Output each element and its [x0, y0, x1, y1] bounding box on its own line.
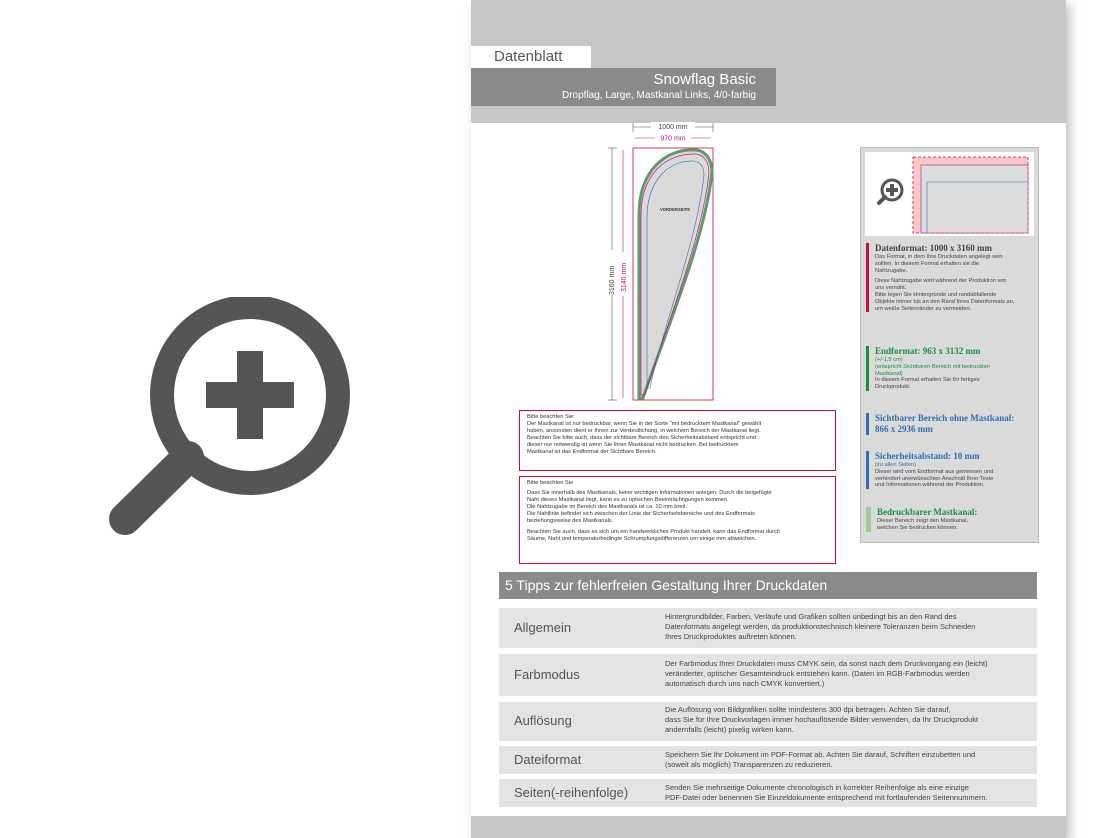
- tip-label: Dateiformat: [514, 752, 582, 767]
- note1-heading: Bitte beachten Sie:: [527, 414, 575, 420]
- width-inner-label: 970 mm: [660, 135, 686, 143]
- tips-heading: 5 Tipps zur fehlerfreien Gestaltung Ihrer Druckdaten: [499, 572, 1037, 599]
- note2-line: beziehungsweise des Mastkanals.: [527, 518, 614, 525]
- legend-line: Objekte immer bis an den Rand Ihres Datenformats an,: [875, 298, 1015, 305]
- legend-line: In diesem Format erhalten Sie Ihr fertiges: [875, 377, 980, 384]
- legend-line: um weiße Seitenränder zu vermeiden.: [875, 305, 972, 312]
- note1-line: Beachten Sie bitte auch, dass der sichtbare Bereich den Sicherheitsabstand entspricht und: [527, 435, 756, 442]
- sichtbar-title: Sichtbarer Bereich ohne Mastkanal:: [875, 413, 1015, 423]
- tip-label: Allgemein: [514, 620, 572, 635]
- sichtbar-size: 866 x 2936 mm: [875, 424, 933, 434]
- tip-row: [499, 746, 1037, 774]
- legend-line: (zu allen Seiten): [875, 462, 917, 468]
- format-thumbnail[interactable]: [865, 152, 1034, 236]
- flag-diagram: [601, 120, 721, 405]
- tip-label: Auflösung: [514, 713, 572, 728]
- legend-line: welchen Sie bedrucken können.: [877, 524, 958, 531]
- product-title-box: [471, 68, 776, 106]
- note2-line: Säume, Naht und temperaturbedingte Schrumpfungsdifferenzen um einige mm abweichen.: [527, 535, 757, 542]
- zoom-in-icon: [879, 180, 902, 203]
- note2-heading: Bitte beachten Sie: [527, 480, 574, 486]
- note1-line: Der Mastkanal ist nur bedruckbar, wenn Sie in der Sorte "mit bedrucktem Mastkanal" gewählt: [527, 421, 762, 428]
- legend-line: Bitte legen Sie Hintergründe und randabfallende: [875, 291, 997, 298]
- tip-text: Hintergrundbilder, Farben, Verläufe und Grafiken sollten unbedingt bis an den Rand des Datenformats angelegt werden, da produktionstechnisch kleinere Toleranzen beim Schneiden Ihres Druckproduktes auftreten können.: [665, 612, 976, 641]
- height-inner-label: 3140 mm: [621, 262, 628, 292]
- legend-sichtbar: [866, 413, 1028, 435]
- legend-sicherheit: [866, 451, 1028, 489]
- legend-line: (entspricht Sichtbaren Bereich mit bedruckten: [875, 363, 991, 370]
- tip-row: [499, 608, 1037, 648]
- tip-text: Die Auflösung von Bildgrafiken sollte mindestens 300 dpi betragen. Achten Sie darauf, dass Sie für Ihre Druckvorlagen immer hochauflösende Bilder verwenden, da Ihr Druckprodukt andernfalls (leicht) pixelig wirken kann.: [665, 705, 979, 734]
- product-title: Snowflag Basic: [653, 71, 756, 88]
- front-side-label: VORDERSEITE: [659, 207, 691, 212]
- legend-line: Das Format, in dem Ihre Druckdaten angelegt sein: [875, 254, 1003, 260]
- zoom-in-icon[interactable]: [103, 297, 358, 552]
- legend-line: und Informationen während der Produktion.: [875, 482, 985, 489]
- format-legend: [860, 147, 1039, 543]
- legend-line: verhindert unerwünschten Anschnitt Ihrer Texte: [875, 475, 994, 482]
- tip-row: [499, 702, 1037, 741]
- tip-label: Farbmodus: [514, 667, 580, 682]
- note1-line: haben, ansonsten dient er Ihnen zur Verdeutlichung, in welchem Bereich der Mastkanal liegt.: [527, 428, 761, 435]
- footer-bar: [471, 816, 1066, 838]
- note1-line: dieser nur notwendig ist wenn Sie Ihren Mastkanal nicht bedrucken. Bei bedrucktem: [527, 442, 739, 449]
- tip-text: Speichern Sie Ihr Dokument im PDF-Format ab. Achten Sie darauf, Schriften einzubetten und (soweit als möglich) Transparenzen zu reduzieren.: [665, 750, 976, 769]
- legend-line: Dieser wird vom Endformat aus gemessen und: [875, 468, 994, 475]
- product-subtitle: Dropflag, Large, Mastkanal Links, 4/0-farbig: [562, 90, 756, 101]
- note-mastkanal: [519, 410, 836, 471]
- legend-bedruckbar: [866, 507, 1028, 532]
- note2-line: Dass Sie innerhalb des Mastkanals, keine wichtigen Informationen anlegen. Durch die beigefügte: [527, 490, 772, 497]
- legend-line: Nahtzugabe.: [875, 267, 908, 274]
- note2-line: Die Nahtlinie befindet sich zwischen der Linie der Sicherheitsbereiche und des Endformats: [527, 511, 755, 518]
- note1-line: Mastkanal ist das Endformat der Sichtbare Bereich.: [527, 449, 657, 456]
- endformat-title: Endformat: 963 x 3132 mm: [875, 346, 981, 356]
- note2-line: Die Nahtzugabe im Bereich des Mastkanals ist ca. 10 mm breit.: [527, 504, 687, 511]
- tip-row: [499, 654, 1037, 696]
- note2-line: Naht dieses Mastkanal liegt, kann es zu optischen Beeinträchtigungen kommen.: [527, 497, 729, 504]
- legend-line: (+/-1,5 cm): [875, 357, 903, 363]
- width-outer-label: 1000 mm: [658, 124, 688, 131]
- tip-row: [499, 779, 1037, 807]
- bedruckbar-title: Bedruckbarer Mastkanal:: [877, 507, 978, 517]
- sicherheit-title: Sicherheitsabstand: 10 mm: [875, 451, 980, 461]
- datasheet-tag: Datenblatt: [471, 46, 591, 68]
- datenformat-title: Datenformat: 1000 x 3160 mm: [875, 243, 992, 253]
- tip-label: Seiten(-reihenfolge): [514, 785, 629, 800]
- height-outer-label: 3160 mm: [609, 265, 616, 295]
- legend-line: Diese Nahtzugabe wird während der Produktion von: [875, 278, 1007, 285]
- legend-datenformat: [866, 243, 1028, 312]
- legend-line: Mastkanal): [875, 370, 903, 377]
- legend-line: Druckprodukt.: [875, 384, 911, 391]
- tip-text: Der Farbmodus Ihrer Druckdaten muss CMYK sein, da sonst nach dem Druckvorgang ein (leicht) veränderter, optischer Gesamteindruck entstehen kann. (Daten im RGB-Farbmodus werden automatisch durch uns nach CMYK konvertiert.): [665, 659, 988, 688]
- datasheet-page: [471, 0, 1066, 838]
- tip-text: Senden Sie mehrseitige Dokumente chronologisch in korrekter Reihenfolge als eine einzige PDF-Datei oder benennen Sie Einzeldokumente entsprechend mit fortlaufenden Seitennummern.: [665, 783, 988, 802]
- legend-line: uns vernäht.: [875, 285, 907, 292]
- legend-line: sollten. In diesem Format erhalten sie die: [875, 260, 980, 267]
- note-naht: [519, 476, 836, 564]
- legend-endformat: [866, 346, 1028, 391]
- legend-line: Dieser Bereich zeigt den Mastkanal,: [877, 518, 969, 524]
- note2-line: Beachten Sie auch, dass es sich um ein handwerkliches Produkt handelt, kann das Endformat durch: [527, 528, 780, 535]
